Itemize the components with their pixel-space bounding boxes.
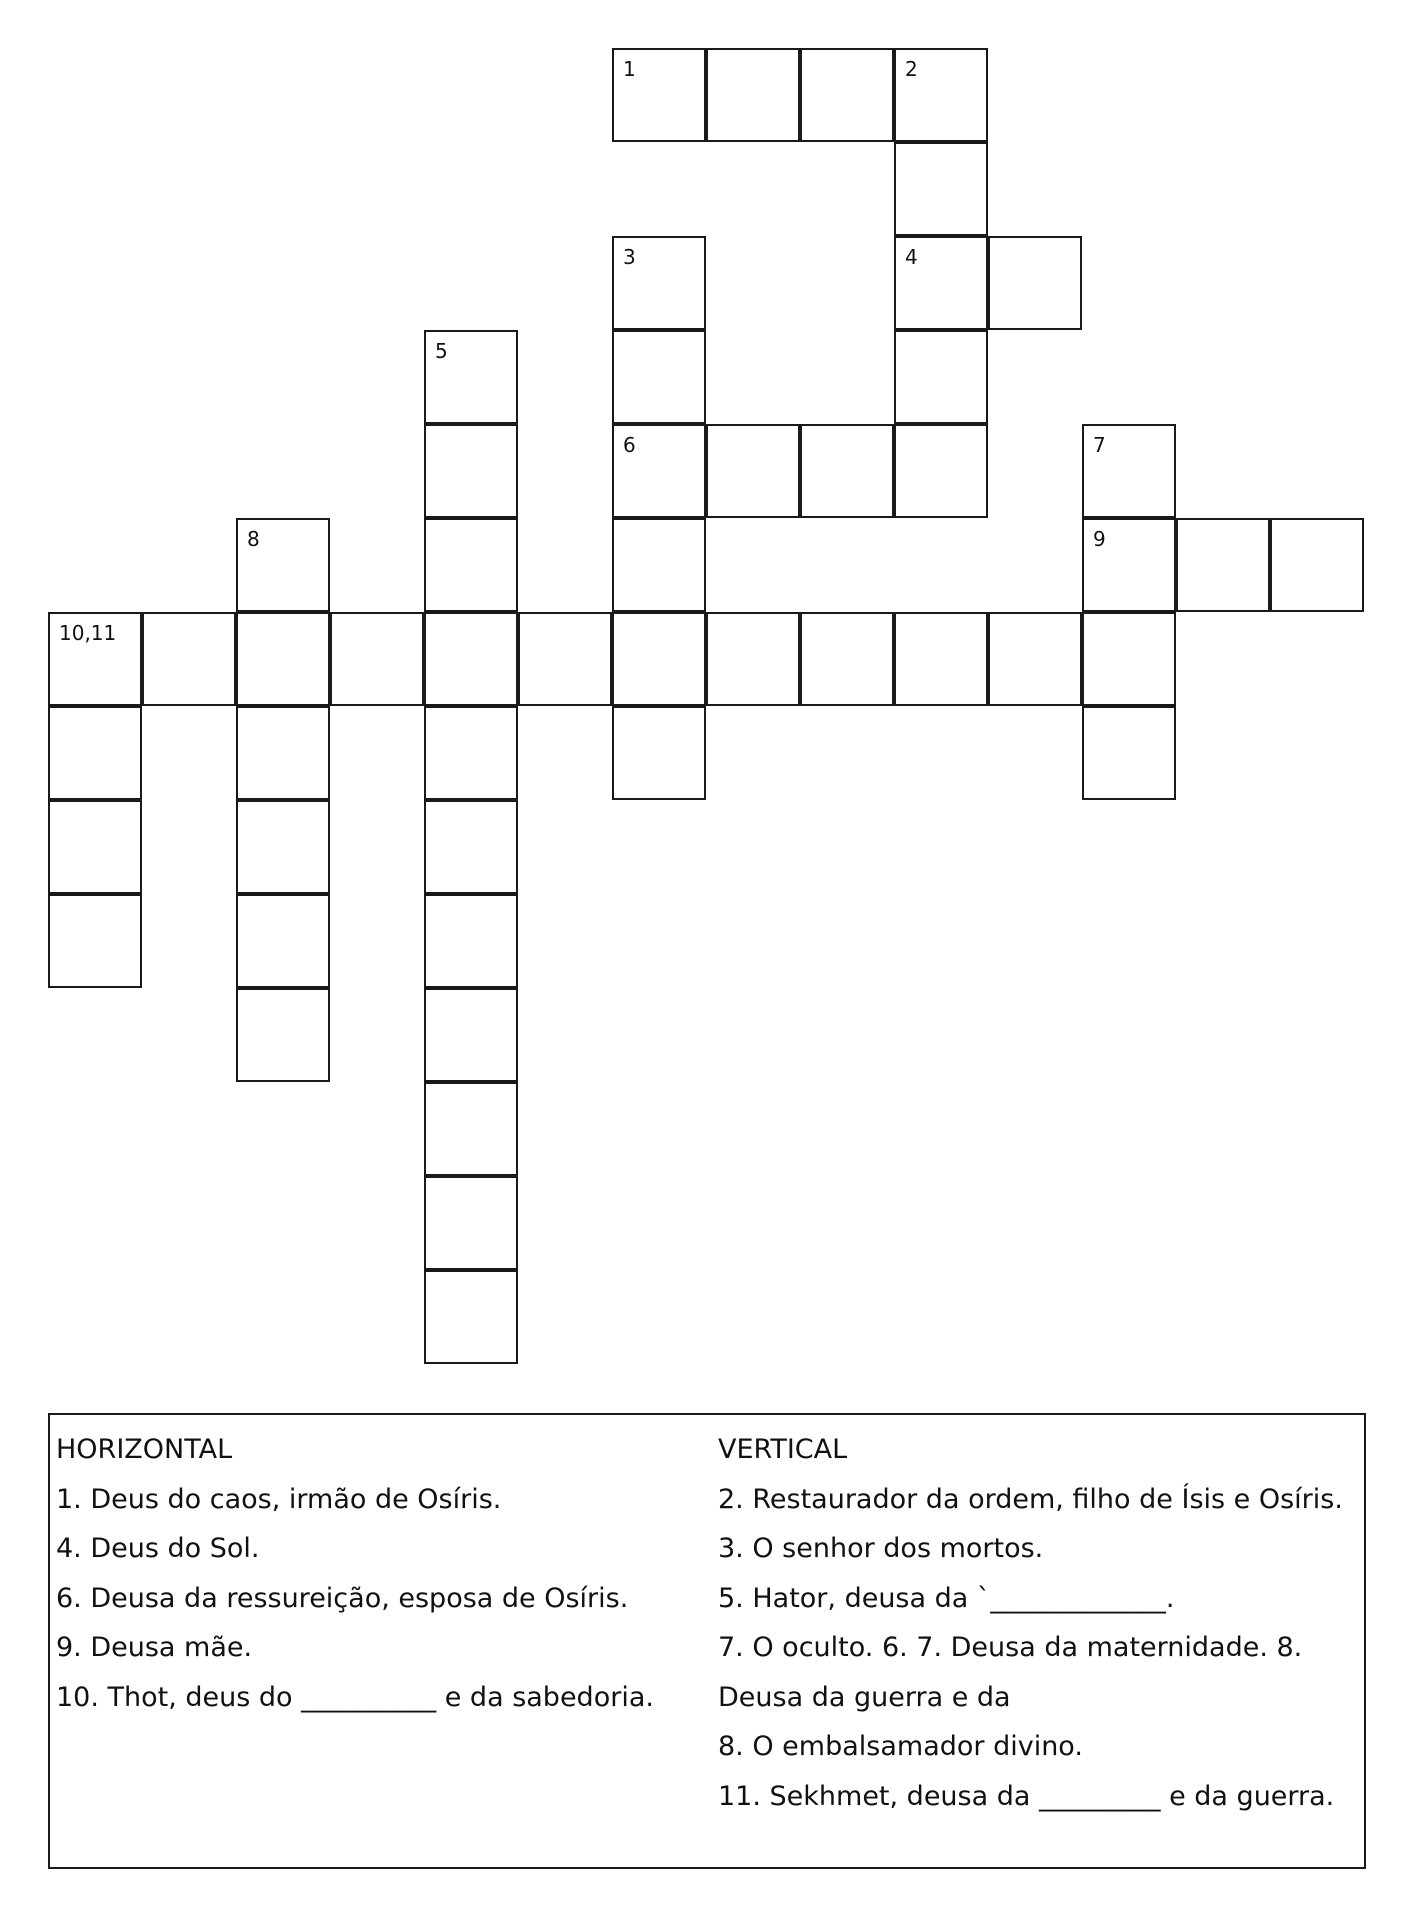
grid-cell[interactable]: [48, 706, 142, 800]
clue-h-9: 9. Deusa mãe.: [56, 1632, 253, 1663]
cell-number: 10,11: [59, 621, 117, 645]
cell-number: 1: [623, 57, 636, 81]
grid-cell[interactable]: [612, 612, 706, 706]
grid-cell[interactable]: [424, 424, 518, 518]
grid-cell[interactable]: [424, 894, 518, 988]
clue-h-1: 1. Deus do caos, irmão de Osíris.: [56, 1483, 502, 1515]
clues-box: [48, 1413, 1366, 1869]
grid-cell[interactable]: [424, 706, 518, 800]
vertical-clues: [718, 1425, 1362, 1821]
grid-cell[interactable]: [894, 236, 988, 330]
cell-number: 8: [247, 527, 260, 551]
grid-cell[interactable]: [706, 612, 800, 706]
clue-h-6: 6. Deusa da ressureição, esposa de Osíris.: [56, 1582, 629, 1614]
grid-cell[interactable]: [236, 988, 330, 1082]
grid-cell[interactable]: [894, 424, 988, 518]
grid-cell[interactable]: [236, 518, 330, 612]
grid-cell[interactable]: [424, 518, 518, 612]
cell-number: 4: [905, 245, 918, 269]
clue-v-11: 11. Sekhmet, deusa da _________ e da guerra.: [718, 1780, 1335, 1812]
grid-cell[interactable]: [612, 706, 706, 800]
cell-number: 5: [435, 339, 448, 363]
grid-cell[interactable]: [424, 800, 518, 894]
cell-number: 7: [1093, 433, 1106, 457]
grid-cell[interactable]: [424, 330, 518, 424]
cell-number: 6: [623, 433, 636, 457]
grid-cell[interactable]: [142, 612, 236, 706]
grid-cell[interactable]: [424, 1270, 518, 1364]
grid-cell[interactable]: [706, 424, 800, 518]
grid-cell[interactable]: [612, 236, 706, 330]
grid-cell[interactable]: [48, 800, 142, 894]
horizontal-heading: HORIZONTAL: [56, 1434, 233, 1465]
clue-h-4: 4. Deus do Sol.: [56, 1533, 260, 1564]
grid-cell[interactable]: [424, 612, 518, 706]
grid-cell[interactable]: [706, 48, 800, 142]
grid-cell[interactable]: [800, 48, 894, 142]
grid-cell[interactable]: [1082, 706, 1176, 800]
grid-cell[interactable]: [48, 894, 142, 988]
clue-v-8: 8. O embalsamador divino.: [718, 1731, 1083, 1762]
grid-cell[interactable]: [612, 424, 706, 518]
grid-cell[interactable]: [988, 236, 1082, 330]
grid-cell[interactable]: [894, 48, 988, 142]
cell-number: 3: [623, 245, 636, 269]
vertical-heading: VERTICAL: [718, 1434, 848, 1465]
grid-cell[interactable]: [1082, 424, 1176, 518]
grid-cell[interactable]: [800, 612, 894, 706]
grid-cell[interactable]: [1082, 518, 1176, 612]
grid-cell[interactable]: [236, 706, 330, 800]
grid-cell[interactable]: [1270, 518, 1364, 612]
grid-cell[interactable]: [1176, 518, 1270, 612]
grid-cell[interactable]: [894, 330, 988, 424]
cell-number: 2: [905, 57, 918, 81]
clue-v-7: 7. O oculto. 6. 7. Deusa da maternidade. 8.: [718, 1632, 1303, 1663]
horizontal-clues: [56, 1425, 696, 1722]
clue-h-10: 10. Thot, deus do __________ e da sabedoria.: [56, 1681, 654, 1713]
clue-v-3: 3. O senhor dos mortos.: [718, 1533, 1044, 1564]
grid-cell[interactable]: [48, 612, 142, 706]
grid-cell[interactable]: [424, 1082, 518, 1176]
grid-cell[interactable]: [988, 612, 1082, 706]
grid-cell[interactable]: [236, 894, 330, 988]
grid-cell[interactable]: [1082, 612, 1176, 706]
grid-cell[interactable]: [424, 988, 518, 1082]
grid-cell[interactable]: [612, 330, 706, 424]
cell-number: 9: [1093, 527, 1106, 551]
grid-cell[interactable]: [424, 1176, 518, 1270]
clue-v-5: 5. Hator, deusa da `_____________.: [718, 1582, 1175, 1614]
grid-cell[interactable]: [894, 142, 988, 236]
grid-cell[interactable]: [236, 800, 330, 894]
grid-cell[interactable]: [612, 48, 706, 142]
grid-cell[interactable]: [612, 518, 706, 612]
grid-cell[interactable]: [894, 612, 988, 706]
clue-v-7-cont: Deusa da guerra e da: [718, 1681, 1011, 1713]
grid-cell[interactable]: [330, 612, 424, 706]
grid-cell[interactable]: [800, 424, 894, 518]
clue-v-2: 2. Restaurador da ordem, filho de Ísis e Osíris.: [718, 1483, 1343, 1515]
grid-cell[interactable]: [518, 612, 612, 706]
grid-cell[interactable]: [236, 612, 330, 706]
